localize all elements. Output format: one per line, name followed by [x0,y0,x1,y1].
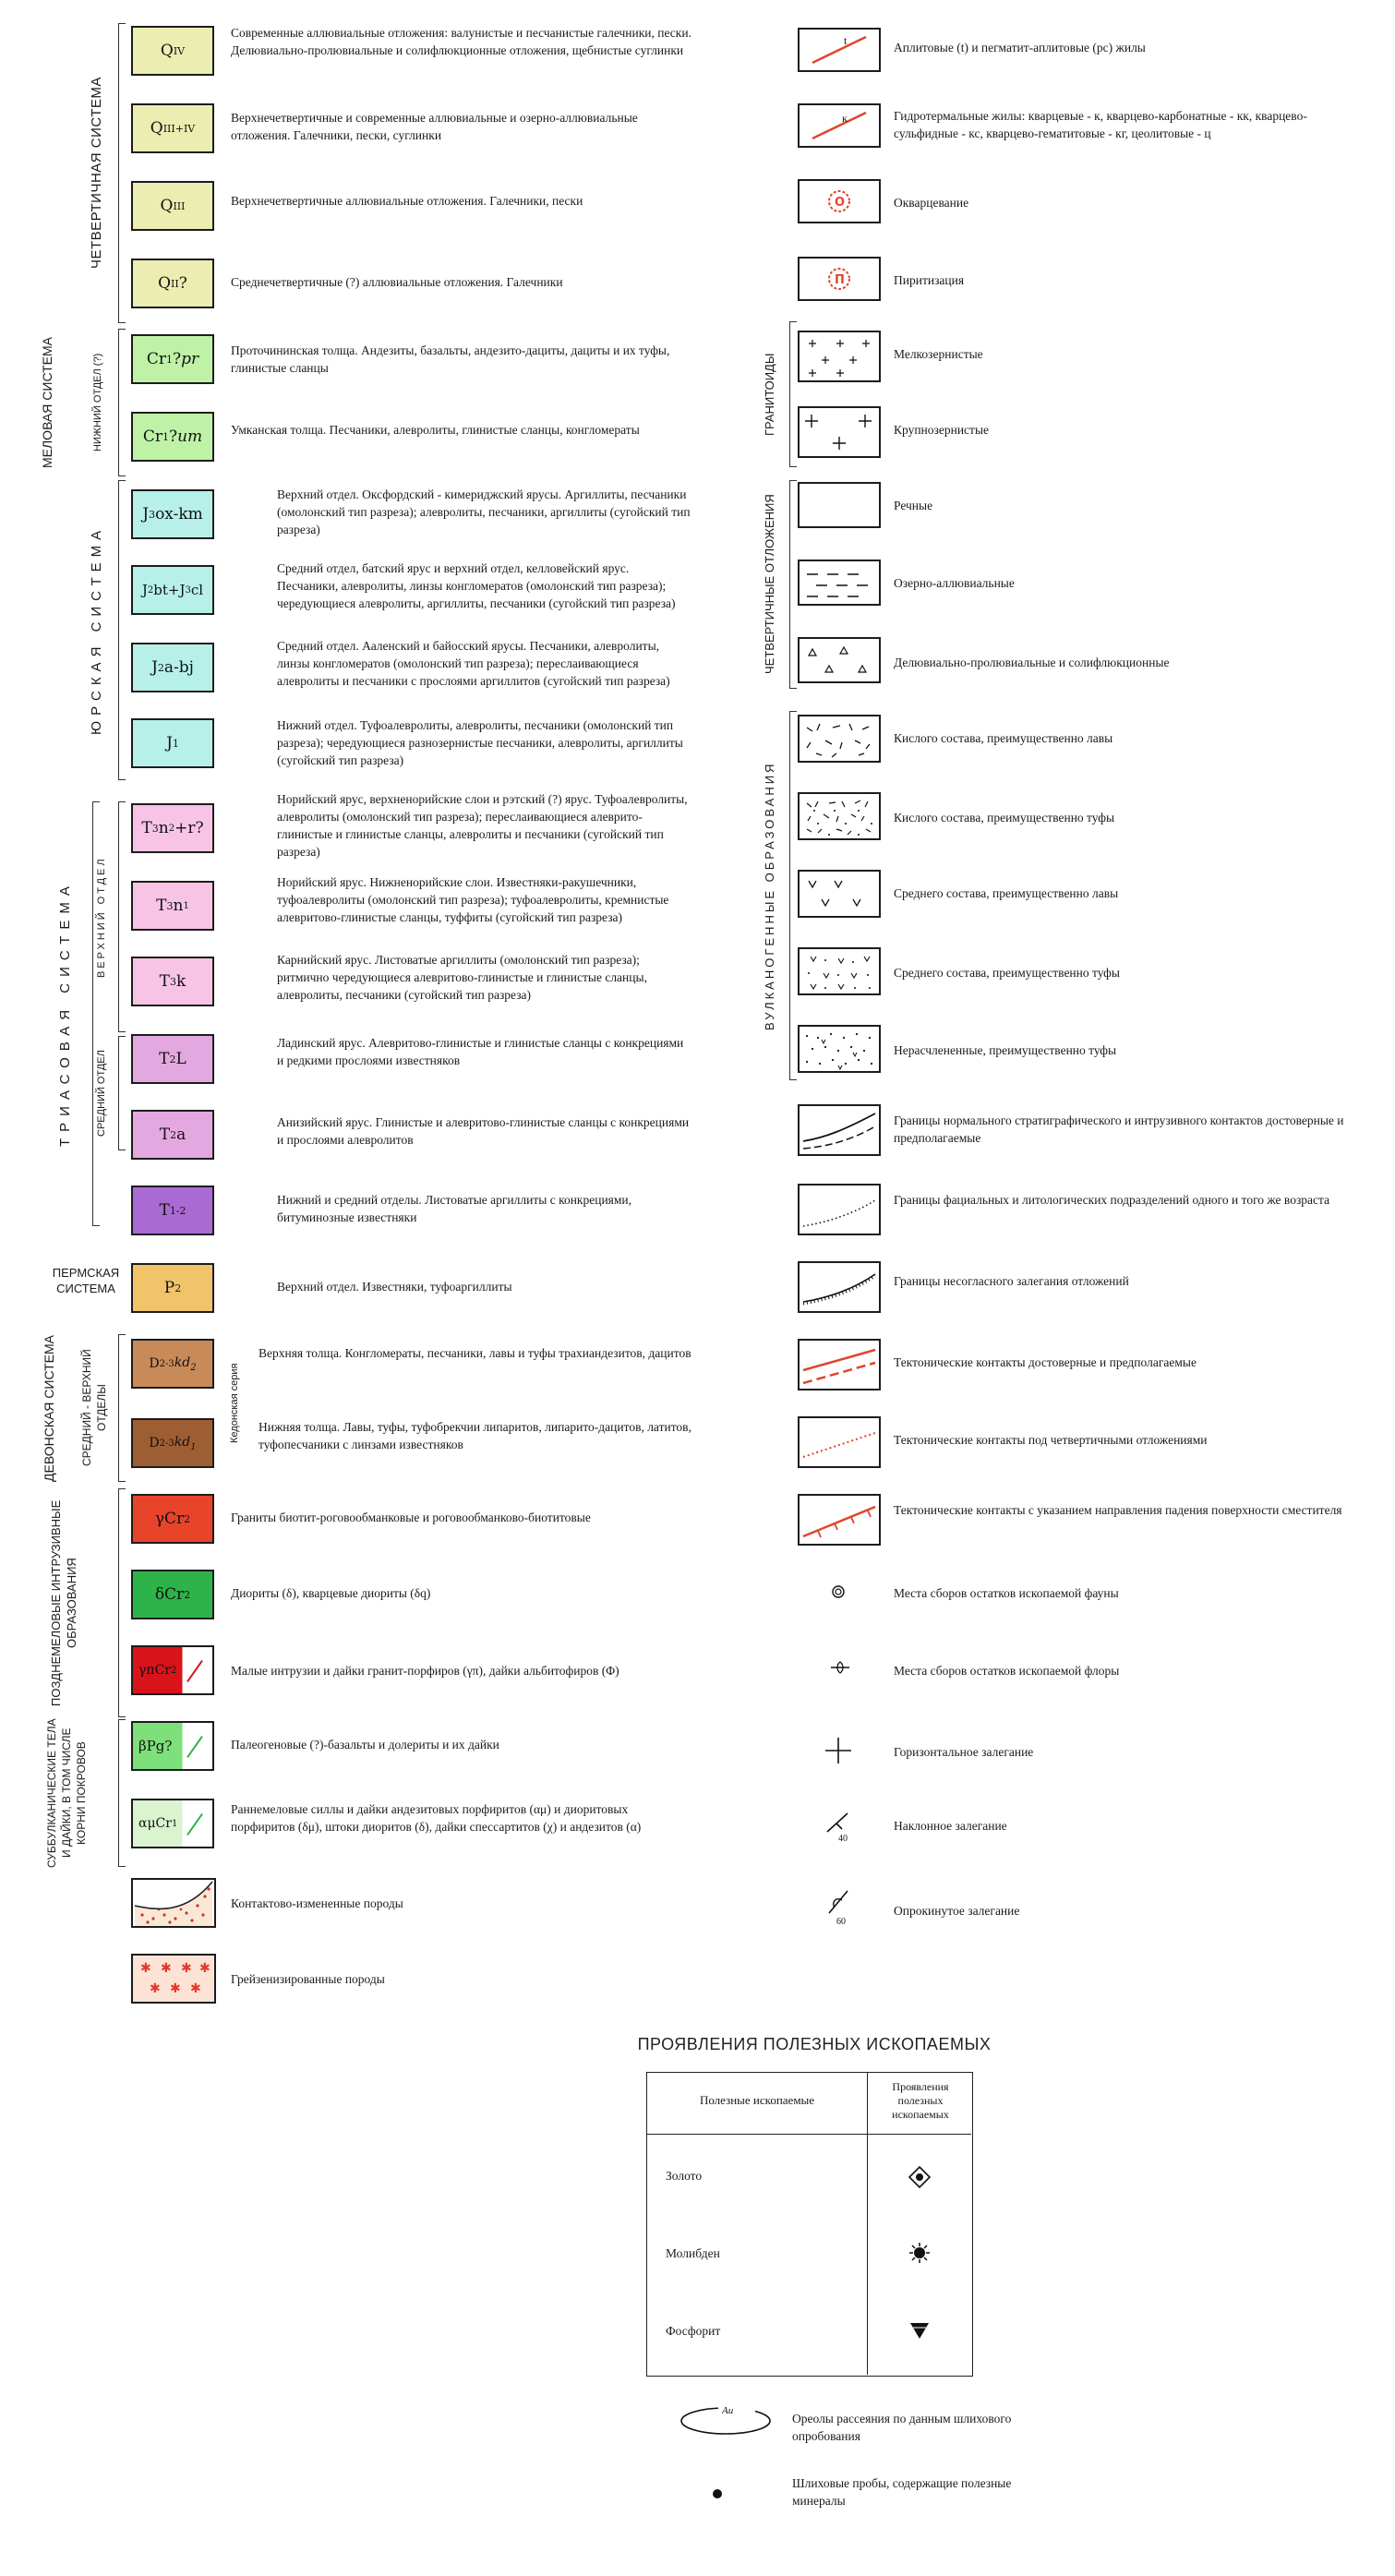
symbol-lake-alluvial [798,560,881,606]
swatch-contact-altered [131,1878,216,1928]
swatch-j1: J 1 [131,718,214,768]
brace-jurassic [118,480,126,780]
symbol-desc: Мелкозернистые [894,347,983,361]
symbol-tectonic-contact [798,1339,881,1390]
minerals-title: ПРОЯВЛЕНИЯ ПОЛЕЗНЫХ ИСКОПАЕМЫХ [637,2035,992,2053]
swatch-beta-pg: βPg? [131,1721,214,1771]
symbol-facial-boundary [798,1184,881,1235]
unit-desc: Среднечетвертичные (?) аллювиальные отложения. Галечники [231,275,563,289]
mineral-name-molybdenum: Молибден [666,2246,720,2260]
symbol-desc: Тектонические контакты с указанием направления падения поверхности сместителя [894,1503,1342,1517]
fauna-icon [827,1581,849,1603]
swatch-qiii: Q III [131,181,214,231]
unit-desc: Проточининская толща. Андезиты, базальты, андезито-дациты, дациты и их туфы, глинистые сланцы [231,343,670,375]
group-label-granitoids: ГРАНИТОИДЫ [763,353,776,436]
minerals-col2-header: Проявления полезных ископаемых [892,2080,949,2121]
group-label-intrusive: ПОЗДНЕМЕЛОВЫЕ ИНТРУЗИВНЫЕ ОБРАЗОВАНИЯ [49,1499,78,1706]
unit-desc: Верхний отдел. Оксфордский - кимериджский ярусы. Аргиллиты, песчаники (омолонский тип разреза); алевролиты, песчаники, аргиллиты (сугойский тип разреза) [277,488,691,536]
unit-desc: Верхнечетвертичные аллювиальные отложения. Галечники, пески [231,194,583,208]
brace-intrusive [118,1488,126,1717]
swatch-j2bt-j3cl: J 2 bt+J 3 cl [131,565,214,615]
symbol-desc: Делювиально-пролювиальные и солифлюкционные [894,656,1170,669]
swatch-t2l: T 2 L [131,1034,214,1084]
symbol-coarse-grained [798,406,881,458]
symbol-fine-grained [798,331,881,382]
gold-icon [908,2165,932,2189]
brace-quaternary-deposits [789,480,797,689]
swatch-delta-cr2: δCr 2 [131,1570,214,1619]
swatch-p2: P 2 [131,1263,214,1313]
symbol-tectonic-dip [798,1494,881,1546]
svg-text:✱: ✱ [190,1981,201,1996]
symbol-pyritization [798,257,881,301]
symbol-desc: Тектонические контакты под четвертичными отложениями [894,1433,1208,1447]
symbol-desc: Среднего состава, преимущественно туфы [894,966,1120,980]
svg-text:✱: ✱ [199,1961,210,1976]
group-label-volcanic: ВУЛКАНОГЕННЫЕ ОБРАЗОВАНИЯ [763,761,776,1030]
svg-text:40: 40 [838,1834,848,1844]
svg-text:к: к [842,112,848,125]
brace-granitoids [789,321,797,467]
group-label-cretaceous: МЕЛОВАЯ СИСТЕМА [40,337,54,468]
unit-desc: Норийский ярус, верхненорийские слои и рэтский (?) ярус. Туфоалевролиты, алевролиты (омолонский тип разреза); переслаивающиеся алеврито-глинистые и глинистые сланцы, алевролиты и песчаники (сугойский тип разреза) [277,792,688,859]
unit-desc: Диориты (δ), кварцевые диориты (δq) [231,1586,431,1600]
unit-desc: Анизийский ярус. Глинистые и алевритово-глинистые сланцы с конкрециями и прослоями алевролитов [277,1115,690,1147]
swatch-t3k: T 3 k [131,957,214,1006]
swatch-gamma-cr2: γCr 2 [131,1494,214,1544]
swatch-t3n2-r: T 3 n 2 +r? [131,803,214,853]
minerals-col1-header: Полезные ископаемые [699,2093,815,2107]
horizontal-bedding-icon [824,1736,853,1765]
subgroup-label-lower: НИЖНИЙ ОТДЕЛ (?) [92,353,103,452]
symbol-hydrothermal-veins [798,103,881,148]
unit-desc: Нижняя толща. Лавы, туфы, туфобрекчии липаритов, липарито-дацитов, латитов, туфопесчаники с линзами известняков [259,1420,691,1451]
symbol-normal-contact [798,1104,881,1156]
symbol-desc: Нерасчлененные, преимущественно туфы [894,1043,1117,1057]
svg-text:t: t [844,34,848,47]
unit-desc: Средний отдел, батский ярус и верхний отдел, келловейский ярус. Песчаники, алевролиты, линзы конгломератов (омолонский тип разреза); чередующиеся алевролиты, аргиллиты, песчаники (сугойский тип разреза) [277,561,676,610]
unit-desc: Малые интрузии и дайки гранит-порфиров (γπ), дайки альбитофиров (Φ) [231,1664,619,1678]
symbol-acid-lavas [798,715,881,763]
phosphorite-icon [908,2318,932,2342]
symbol-desc: Окварцевание [894,196,969,210]
mineral-name-gold: Золото [666,2169,703,2183]
svg-text:Au: Au [722,2405,734,2416]
aureole-desc: Ореолы рассеяния по данным шлихового опробования [792,2412,1012,2443]
symbol-desc: Пиритизация [894,273,965,287]
swatch-qiii-iv: Q III+IV [131,103,214,153]
svg-text:П: П [835,273,845,287]
aureole-icon [672,2401,783,2438]
symbol-desc: Границы нормального стратиграфического и интрузивного контактов достоверные и предполагаемые [894,1113,1344,1145]
symbol-acid-tuffs [798,792,881,840]
swatch-gamma-pi-cr2: γπCr 2 [131,1645,214,1695]
svg-text:О: О [835,196,846,210]
brace-devonian [118,1334,126,1482]
symbol-intermediate-tuffs [798,947,881,995]
svg-text:60: 60 [836,1917,846,1927]
group-label-quaternary: ЧЕТВЕРТИЧНАЯ СИСТЕМА [89,77,104,270]
unit-desc: Палеогеновые (?)-базальты и долериты и их дайки [231,1738,499,1751]
symbol-desc: Среднего состава, преимущественно лавы [894,886,1119,900]
unit-desc: Контактово-измененные породы [231,1896,403,1910]
inclined-bedding-icon [824,1808,860,1845]
svg-text:✱: ✱ [150,1981,161,1996]
swatch-alpha-mu-cr1: αμCr 1 [131,1799,214,1848]
group-label-quaternary-deposits: ЧЕТВЕРТИЧНЫЕ ОТЛОЖЕНИЯ [763,494,776,675]
unit-desc: Карнийский ярус. Листоватые аргиллиты (омолонский тип разреза); ритмично чередующиеся алевритово-глинистые и глинистые сланцы, алевролиты, песчаники (сугойский тип разреза) [277,953,647,1002]
unit-desc: Граниты биотит-роговообманковые и роговообманково-биотитовые [231,1511,591,1524]
symbol-desc: Тектонические контакты достоверные и предполагаемые [894,1355,1197,1369]
symbol-desc: Места сборов остатков ископаемой фауны [894,1586,1119,1600]
symbol-unconformity [798,1261,881,1313]
brace-volcanic [789,711,797,1080]
molybdenum-icon [908,2241,932,2265]
svg-text:✱: ✱ [140,1961,151,1976]
swatch-cr1-um: Cr 1 ? um [131,412,214,462]
unit-desc: Раннемеловые силлы и дайки андезитовых порфиритов (αμ) и диоритовых порфиритов (δμ), штоки диоритов (δ), дайки спессартитов (χ) и андезитов (α) [231,1802,642,1834]
symbol-tectonic-under-quaternary [798,1416,881,1468]
subgroup-label-upper: ВЕРХНИЙ ОТДЕЛ [96,856,107,978]
brace-subvolcanic [118,1719,126,1867]
unit-desc: Верхняя толща. Конгломераты, песчаники, лавы и туфы трахиандезитов, дацитов [259,1346,691,1360]
minerals-table [646,2072,973,2377]
brace-upper [118,801,126,1032]
symbol-aplite-veins [798,28,881,72]
symbol-desc: Озерно-аллювиальные [894,576,1015,590]
symbol-fluvial [798,482,881,528]
unit-desc: Средний отдел. Ааленский и байосский ярусы. Песчаники, алевролиты, линзы конгломератов (омолонский тип разреза); переслаивающиеся алевролиты и песчаники с прослоями аргиллитов (сугойский тип разреза) [277,639,670,688]
brace-middle [118,1036,126,1150]
unit-desc: Грейзенизированные породы [231,1972,385,1986]
unit-desc: Верхнечетвертичные и современные аллювиальные и озерно-аллювиальные отложения. Галечники, пески, суглинки [231,111,638,142]
group-label-devonian: ДЕВОНСКАЯ СИСТЕМА [42,1334,56,1482]
swatch-j2a-bj: J 2 a-bj [131,643,214,692]
symbol-undivided-tuffs [798,1025,881,1073]
mineral-name-phosphorite: Фосфорит [666,2324,721,2338]
subgroup-label-middle: СРЕДНИЙ ОТДЕЛ [96,1050,107,1137]
subgroup-label-middle-upper: СРЕДНИЙ - ВЕРХНИЙ ОТДЕЛЫ [80,1349,108,1467]
unit-desc: Нижний отдел. Туфоалевролиты, алевролиты, песчаники (омолонский тип разреза); чередующиеся разнозернистые песчаники, алевролиты, аргиллиты (сугойский тип разреза) [277,718,683,767]
swatch-d2-3kd1: D 2-3 $kd_1$ [131,1418,214,1468]
swatch-t3n1: T 3 n 1 [131,881,214,931]
group-label-permian: ПЕРМСКАЯ СИСТЕМА [52,1266,120,1295]
symbol-desc: Места сборов остатков ископаемой флоры [894,1664,1120,1678]
swatch-j3-ox-km: J 3 ox-km [131,489,214,539]
symbol-desc: Кислого состава, преимущественно туфы [894,811,1115,825]
brace-cretaceous [118,329,126,476]
symbol-desc: Наклонное залегание [894,1819,1007,1833]
symbol-intermediate-lavas [798,870,881,918]
group-label-jurassic: ЮРСКАЯ СИСТЕМА [89,524,104,736]
unit-desc: Верхний отдел. Известняки, туфоаргиллиты [277,1280,512,1294]
group-label-subvolcanic: СУББУЛКАНИЧЕСКИЕ ТЕЛА И ДАЙКИ, В ТОМ ЧИСЛЕ КОРНИ ПОКРОВОВ [45,1718,88,1868]
symbol-desc: Горизонтальное залегание [894,1745,1034,1759]
symbol-desc: Аплитовые (t) и пегматит-аплитовые (рс) жилы [894,41,1146,54]
symbol-silicification [798,179,881,223]
symbol-deluvial [798,637,881,683]
svg-text:✱: ✱ [170,1981,181,1996]
group-label-triassic: ТРИАСОВАЯ СИСТЕМА [57,880,73,1148]
svg-text:✱: ✱ [161,1961,172,1976]
symbol-desc: Границы несогласного залегания отложений [894,1274,1129,1288]
samples-desc: Шлиховые пробы, содержащие полезные минералы [792,2476,1012,2508]
unit-desc: Нижний и средний отделы. Листоватые аргиллиты с конкрециями, битуминозные известняки [277,1193,632,1224]
symbol-desc: Речные [894,499,933,512]
swatch-greisenized [131,1954,216,2004]
sample-dot-icon [713,2489,722,2498]
overturned-bedding-icon [824,1887,860,1928]
swatch-t2a: T 2 a [131,1110,214,1160]
symbol-desc: Границы фациальных и литологических подразделений одного и того же возраста [894,1193,1330,1207]
symbol-desc: Крупнозернистые [894,423,990,437]
symbol-desc: Гидротермальные жилы: кварцевые - к, кварцево-карбонатные - кк, кварцево-сульфидные - кс, кварцево-гематитовые - кг, цеолитовые - ц [894,109,1307,140]
unit-desc: Современные аллювиальные отложения: валунистые и песчанистые галечники, пески. Делювиально-пролювиальные и солифлюкционные отложения, щебнистые суглинки [231,26,691,57]
swatch-cr1-pr: Cr 1 ? pr [131,334,214,384]
swatch-d2-3kd2: D 2-3 $kd_2$ [131,1339,214,1389]
series-label-kedon: Кедонская серия [229,1363,240,1444]
swatch-qiv: Q IV [131,26,214,76]
unit-desc: Умканская толща. Песчаники, алевролиты, глинистые сланцы, конгломераты [231,423,640,437]
svg-text:✱: ✱ [181,1961,192,1976]
symbol-desc: Опрокинутое залегание [894,1904,1020,1918]
symbol-desc: Кислого состава, преимущественно лавы [894,731,1113,745]
swatch-qii: Q II ? [131,259,214,308]
unit-desc: Норийский ярус. Нижненорийские слои. Известняки-ракушечники, туфоалевролиты (омолонский тип разреза); туфоалевролиты, кремнистые алевритово-глинистые сланцы, туффиты (сугойский тип разреза) [277,875,669,924]
brace-quaternary [118,23,126,323]
unit-desc: Ладинский ярус. Алевритово-глинистые и глинистые сланцы с конкрециями и редкими прослоями известняков [277,1036,684,1067]
swatch-t1-2: T 1-2 [131,1186,214,1235]
flora-icon [827,1656,853,1679]
